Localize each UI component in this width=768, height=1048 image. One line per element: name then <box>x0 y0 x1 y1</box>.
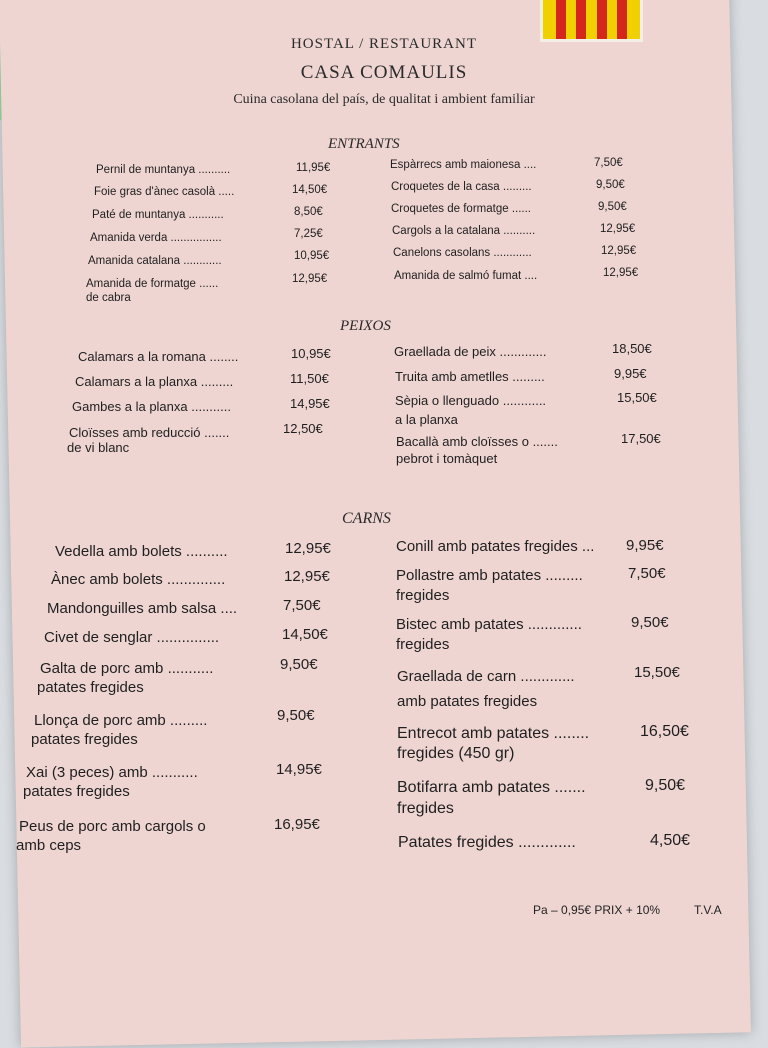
menu-item-name: Cargols a la catalana .......... <box>392 225 536 237</box>
menu-item-name: Cloïsses amb reducció ....... <box>69 425 230 440</box>
menu-item-name-line2: patates fregides <box>37 679 144 696</box>
menu-item-name: Croquetes de la casa ......... <box>391 181 532 193</box>
menu-item-name: Amanida de salmó fumat .... <box>394 270 538 282</box>
menu-item-name-line2: amb ceps <box>16 837 82 854</box>
menu-item-price: 12,95€ <box>284 568 330 585</box>
menu-item-name: Patates fregides ............. <box>398 834 576 851</box>
menu-item-price: 15,50€ <box>617 390 657 405</box>
menu-item-name: Truita amb ametlles ......... <box>395 369 545 384</box>
menu-item-price: 12,95€ <box>292 273 328 285</box>
menu-item-name: Llonça de porc amb ......... <box>34 712 208 729</box>
menu-item-price: 4,50€ <box>650 832 691 849</box>
menu-item-name: Paté de muntanya ........... <box>92 209 224 221</box>
menu-item-price: 15,50€ <box>634 664 680 681</box>
menu-item-price: 16,95€ <box>274 816 320 833</box>
section-title-entrants: ENTRANTS <box>328 136 400 152</box>
menu-item-name: Bacallà amb cloïsses o ....... <box>396 434 558 449</box>
menu-item-price: 11,50€ <box>290 371 329 386</box>
restaurant-name: CASA COMAULIS <box>300 62 468 83</box>
menu-item-price: 17,50€ <box>621 431 661 446</box>
menu-item-name: Galta de porc amb ........... <box>40 660 214 677</box>
menu-item-price: 10,95€ <box>294 250 330 262</box>
menu-item-name-line2: pebrot i tomàquet <box>396 451 498 466</box>
menu-item-name: Vedella amb bolets .......... <box>55 543 228 560</box>
menu-item-name: Xai (3 peces) amb ........... <box>26 764 198 781</box>
menu-item-name-line2: fregides <box>396 636 450 653</box>
menu-item-name: Sèpia o llenguado ............ <box>395 393 547 408</box>
menu-item-name-line2: de cabra <box>86 292 131 304</box>
menu-item-name-line2: de vi blanc <box>67 440 130 455</box>
menu-item-name: Ànec amb bolets .............. <box>51 571 226 588</box>
menu-item-price: 12,50€ <box>283 421 323 436</box>
menu-item-name: Graellada de carn ............. <box>397 668 575 685</box>
menu-item-name: Entrecot amb patates ........ <box>397 725 590 742</box>
menu-item-price: 9,50€ <box>280 656 318 673</box>
menu-item-name-line2: amb patates fregides <box>397 693 538 710</box>
menu-item-price: 9,50€ <box>631 614 669 631</box>
menu-item-price: 16,50€ <box>640 723 689 740</box>
menu-item-name: Gambes a la planxa ........... <box>72 399 231 414</box>
menu-item-price: 7,25€ <box>294 228 323 240</box>
menu-item-name: Botifarra amb patates ....... <box>397 779 586 796</box>
menu-item-name-line2: a la planxa <box>395 412 458 427</box>
menu-item-name: Amanida verda ................ <box>90 232 222 244</box>
menu-item-name: Amanida de formatge ...... <box>86 278 219 290</box>
bread-price-note: Pa – 0,95€ PRIX + 10% <box>533 903 661 917</box>
menu-item-name-line2: patates fregides <box>23 783 130 800</box>
menu-item-price: 14,95€ <box>276 761 322 778</box>
menu-item-name-line2: fregides (450 gr) <box>397 745 515 762</box>
menu-item-name-line2: fregides <box>396 587 450 604</box>
menu-item-price: 9,50€ <box>645 777 686 794</box>
menu-item-price: 7,50€ <box>628 565 666 582</box>
menu-item-price: 11,95€ <box>296 162 331 174</box>
menu-item-name: Pernil de muntanya .......... <box>96 164 231 176</box>
section-title-carns: CARNS <box>342 510 391 527</box>
menu-item-name: Canelons casolans ............ <box>393 247 532 259</box>
menu-item-price: 12,95€ <box>285 540 331 557</box>
menu-item-name: Graellada de peix ............. <box>394 344 547 359</box>
menu-item-price: 9,50€ <box>277 707 315 724</box>
menu-item-name-line2: patates fregides <box>31 731 138 748</box>
section-title-peixos: PEIXOS <box>340 318 391 334</box>
menu-item-name: Pollastre amb patates ......... <box>396 567 583 584</box>
flag-stripe <box>617 0 627 39</box>
flag-stripe <box>556 0 566 39</box>
menu-item-price: 7,50€ <box>283 597 321 614</box>
restaurant-type: HOSTAL / RESTAURANT <box>290 36 478 52</box>
menu-item-name: Amanida catalana ............ <box>88 255 222 267</box>
menu-item-price: 9,95€ <box>626 537 664 554</box>
menu-item-name: Peus de porc amb cargols o <box>19 818 206 835</box>
menu-item-price: 9,50€ <box>596 179 625 191</box>
menu-item-name-line2: fregides <box>397 800 454 817</box>
menu-item-price: 8,50€ <box>294 206 323 218</box>
menu-item-price: 9,95€ <box>614 366 647 381</box>
menu-item-price: 14,50€ <box>292 184 328 196</box>
menu-item-name: Espàrrecs amb maionesa .... <box>390 159 537 171</box>
menu-item-name: Civet de senglar ............... <box>44 629 220 646</box>
flag-stripe <box>597 0 607 39</box>
menu-item-name: Bistec amb patates ............. <box>396 616 582 633</box>
tax-note: T.V.A <box>694 903 722 917</box>
menu-item-price: 12,95€ <box>603 267 639 279</box>
menu-item-name: Mandonguilles amb salsa .... <box>47 600 238 617</box>
menu-item-name: Conill amb patates fregides ... <box>396 538 595 555</box>
restaurant-tagline: Cuina casolana del país, de qualitat i ambient familiar <box>233 92 535 107</box>
menu-item-price: 9,50€ <box>598 201 627 213</box>
menu-item-name: Foie gras d'ànec casolà ..... <box>94 186 235 198</box>
flag-stripe <box>576 0 586 39</box>
menu-item-price: 12,95€ <box>601 245 637 257</box>
menu-item-price: 7,50€ <box>594 157 623 169</box>
menu-item-name: Calamars a la romana ........ <box>78 349 239 364</box>
menu-item-price: 10,95€ <box>291 346 331 361</box>
menu-item-price: 18,50€ <box>612 341 652 356</box>
menu-item-price: 14,50€ <box>282 626 328 643</box>
menu-item-price: 12,95€ <box>600 223 636 235</box>
menu-item-name: Croquetes de formatge ...... <box>391 203 531 215</box>
menu-item-price: 14,95€ <box>290 396 330 411</box>
menu-item-name: Calamars a la planxa ......... <box>75 374 234 389</box>
